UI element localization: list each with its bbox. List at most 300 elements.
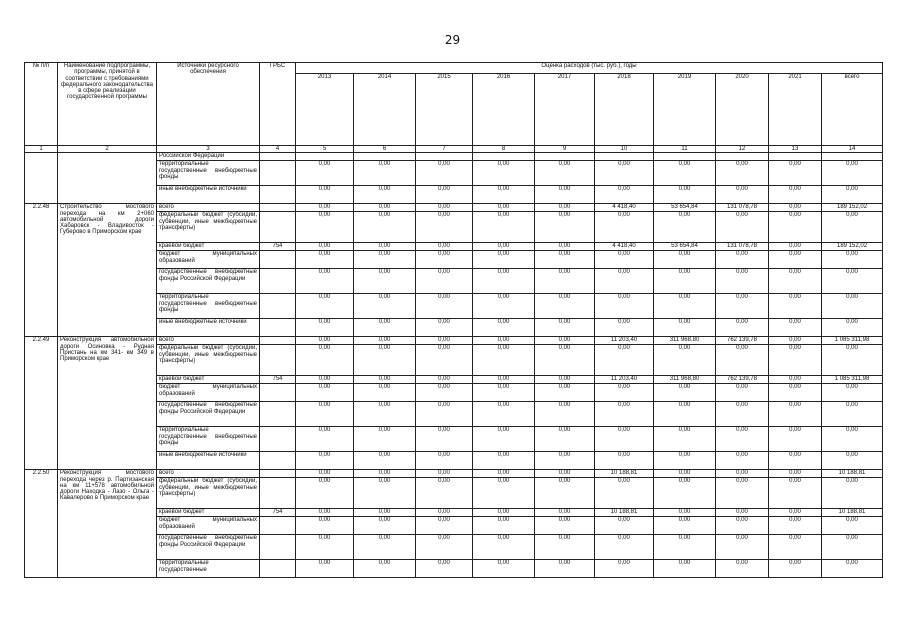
header-row-group [25, 63, 883, 74]
value-cell: 0,00 [595, 319, 654, 337]
grbs-cell [260, 452, 296, 470]
value-cell: 0,00 [822, 294, 883, 319]
value-cell: 0,00 [354, 269, 416, 294]
value-cell: 0,00 [535, 478, 595, 509]
value-cell: 0,00 [296, 212, 354, 243]
value-cell: 0,00 [769, 560, 822, 578]
grbs-cell: 754 [260, 243, 296, 251]
value-cell: 0,00 [595, 517, 654, 535]
row-program-name: Реконструкция автомобильной дороги Осиновка - Рудная Пристань на км 341- км 349 в Приморском крае [58, 337, 157, 470]
value-cell: 0,00 [416, 337, 473, 345]
source-cell: краевой бюджет [157, 243, 260, 251]
value-cell: 0,00 [416, 269, 473, 294]
value-cell: 0,00 [473, 161, 535, 186]
value-cell: 0,00 [595, 478, 654, 509]
header-year: 2015 [416, 74, 473, 146]
source-cell: бюджет муниципальных образований [157, 384, 260, 402]
value-cell: 311 968,80 [654, 376, 716, 384]
value-cell [654, 153, 716, 161]
value-cell: 0,00 [654, 212, 716, 243]
source-cell: краевой бюджет [157, 509, 260, 517]
value-cell: 0,00 [535, 509, 595, 517]
value-cell: 0,00 [473, 427, 535, 452]
value-cell: 0,00 [769, 212, 822, 243]
value-cell: 0,00 [473, 243, 535, 251]
header-year: 2018 [595, 74, 654, 146]
value-cell: 0,00 [769, 470, 822, 478]
value-cell: 0,00 [769, 376, 822, 384]
value-cell: 0,00 [296, 384, 354, 402]
value-cell: 0,00 [296, 376, 354, 384]
value-cell: 0,00 [535, 269, 595, 294]
value-cell: 0,00 [769, 186, 822, 204]
grbs-cell [260, 345, 296, 376]
value-cell: 11 203,40 [595, 337, 654, 345]
header-number: № п/п [25, 63, 58, 146]
value-cell: 0,00 [535, 384, 595, 402]
source-cell: краевой бюджет [157, 376, 260, 384]
value-cell: 0,00 [595, 402, 654, 427]
source-cell: иные внебюджетные источники [157, 319, 260, 337]
column-number: 11 [654, 146, 716, 153]
row-program-name [58, 153, 157, 204]
value-cell: 0,00 [535, 452, 595, 470]
column-number: 13 [769, 146, 822, 153]
column-number: 1 [25, 146, 58, 153]
table-row [25, 204, 883, 212]
budget-table [24, 62, 883, 578]
value-cell [716, 153, 769, 161]
header-year: 2014 [354, 74, 416, 146]
value-cell: 0,00 [535, 376, 595, 384]
value-cell: 0,00 [716, 560, 769, 578]
source-cell: всего [157, 470, 260, 478]
value-cell: 0,00 [716, 509, 769, 517]
value-cell: 0,00 [716, 294, 769, 319]
value-cell: 0,00 [822, 345, 883, 376]
value-cell: 0,00 [595, 535, 654, 560]
value-cell: 0,00 [716, 345, 769, 376]
value-cell: 0,00 [535, 243, 595, 251]
value-cell: 0,00 [654, 384, 716, 402]
header-program-name: Наименование подпрограммы, программы, принятой в соответствии с требованиями федерального законодательства в сфере реализации государственной программы [58, 63, 157, 146]
value-cell: 0,00 [716, 384, 769, 402]
value-cell: 0,00 [354, 535, 416, 560]
grbs-cell [260, 212, 296, 243]
value-cell: 0,00 [354, 186, 416, 204]
value-cell: 53 654,84 [654, 243, 716, 251]
value-cell: 0,00 [354, 517, 416, 535]
table-row [25, 470, 883, 478]
grbs-cell [260, 470, 296, 478]
value-cell: 0,00 [654, 319, 716, 337]
value-cell: 0,00 [769, 243, 822, 251]
page-number: 29 [444, 33, 461, 47]
row-number: 2.2.49 [25, 337, 58, 470]
value-cell: 0,00 [769, 269, 822, 294]
value-cell: 0,00 [769, 161, 822, 186]
grbs-cell [260, 153, 296, 161]
value-cell: 0,00 [473, 402, 535, 427]
value-cell: 0,00 [354, 402, 416, 427]
value-cell: 0,00 [595, 384, 654, 402]
value-cell: 0,00 [822, 560, 883, 578]
value-cell: 0,00 [769, 294, 822, 319]
value-cell: 0,00 [769, 427, 822, 452]
grbs-cell: 754 [260, 376, 296, 384]
source-cell: всего [157, 337, 260, 345]
value-cell [535, 153, 595, 161]
value-cell: 0,00 [473, 269, 535, 294]
value-cell: 0,00 [473, 509, 535, 517]
value-cell: 0,00 [822, 269, 883, 294]
value-cell: 0,00 [296, 243, 354, 251]
source-cell: территориальные государственные [157, 560, 260, 578]
header-year: 2020 [716, 74, 769, 146]
value-cell: 0,00 [595, 161, 654, 186]
header-year: 2017 [535, 74, 595, 146]
source-cell: государственные внебюджетные фонды Российской Федерации [157, 269, 260, 294]
value-cell: 0,00 [822, 478, 883, 509]
value-cell: 0,00 [296, 186, 354, 204]
value-cell: 0,00 [416, 470, 473, 478]
value-cell: 0,00 [654, 560, 716, 578]
source-cell: федеральный бюджет (субсидии, субвенции, иные межбюджетные трансферты) [157, 345, 260, 376]
source-cell: Российской Федерации [157, 153, 260, 161]
source-cell: территориальные государственные внебюджетные фонды [157, 161, 260, 186]
value-cell: 0,00 [654, 452, 716, 470]
value-cell: 0,00 [473, 376, 535, 384]
value-cell: 0,00 [354, 427, 416, 452]
value-cell: 10 188,81 [822, 509, 883, 517]
value-cell: 0,00 [769, 517, 822, 535]
value-cell: 0,00 [822, 161, 883, 186]
table-body [25, 63, 883, 578]
value-cell: 0,00 [354, 161, 416, 186]
value-cell: 0,00 [473, 560, 535, 578]
value-cell: 0,00 [654, 161, 716, 186]
value-cell: 0,00 [654, 478, 716, 509]
value-cell: 0,00 [535, 319, 595, 337]
value-cell: 0,00 [769, 204, 822, 212]
value-cell: 0,00 [716, 319, 769, 337]
source-cell: иные внебюджетные источники [157, 452, 260, 470]
value-cell: 0,00 [595, 212, 654, 243]
grbs-cell: 754 [260, 509, 296, 517]
value-cell: 0,00 [654, 402, 716, 427]
value-cell: 10 188,81 [822, 470, 883, 478]
value-cell: 0,00 [654, 427, 716, 452]
header-row-column-numbers [25, 146, 883, 153]
grbs-cell [260, 269, 296, 294]
value-cell: 0,00 [473, 478, 535, 509]
header-year: 2016 [473, 74, 535, 146]
source-cell: иные внебюджетные источники [157, 186, 260, 204]
value-cell: 0,00 [822, 427, 883, 452]
value-cell: 0,00 [296, 294, 354, 319]
value-cell [473, 153, 535, 161]
grbs-cell [260, 319, 296, 337]
value-cell: 10 188,81 [595, 509, 654, 517]
value-cell: 0,00 [416, 384, 473, 402]
value-cell: 11 203,40 [595, 376, 654, 384]
value-cell: 0,00 [296, 478, 354, 509]
table-row [25, 337, 883, 345]
value-cell: 0,00 [416, 427, 473, 452]
grbs-cell [260, 427, 296, 452]
value-cell: 0,00 [296, 337, 354, 345]
table-row [25, 153, 883, 161]
value-cell: 0,00 [535, 345, 595, 376]
value-cell: 0,00 [416, 376, 473, 384]
value-cell: 0,00 [473, 345, 535, 376]
source-cell: всего [157, 204, 260, 212]
column-number: 8 [473, 146, 535, 153]
value-cell: 0,00 [416, 294, 473, 319]
column-number: 9 [535, 146, 595, 153]
value-cell: 0,00 [769, 319, 822, 337]
value-cell: 0,00 [822, 535, 883, 560]
value-cell [769, 153, 822, 161]
value-cell: 0,00 [296, 204, 354, 212]
row-number: 2.2.50 [25, 470, 58, 578]
value-cell: 0,00 [354, 212, 416, 243]
value-cell: 0,00 [416, 452, 473, 470]
value-cell: 0,00 [595, 186, 654, 204]
value-cell: 0,00 [416, 251, 473, 269]
header-year: всего [822, 74, 883, 146]
value-cell: 0,00 [416, 161, 473, 186]
value-cell: 0,00 [473, 319, 535, 337]
header-sources: Источники ресурсного обеспечения [157, 63, 260, 146]
value-cell: 0,00 [354, 478, 416, 509]
value-cell: 0,00 [716, 427, 769, 452]
value-cell: 0,00 [416, 560, 473, 578]
header-cost-estimate: Оценка расходов (тыс. руб.), годы [296, 63, 883, 74]
value-cell: 0,00 [296, 470, 354, 478]
value-cell: 0,00 [535, 517, 595, 535]
value-cell: 0,00 [473, 294, 535, 319]
value-cell: 0,00 [654, 294, 716, 319]
header-grbs: ГРБС [260, 63, 296, 146]
value-cell: 0,00 [535, 294, 595, 319]
value-cell: 0,00 [769, 478, 822, 509]
value-cell: 0,00 [535, 186, 595, 204]
value-cell: 0,00 [354, 452, 416, 470]
value-cell: 0,00 [822, 402, 883, 427]
value-cell: 0,00 [416, 319, 473, 337]
column-number: 12 [716, 146, 769, 153]
value-cell: 0,00 [296, 251, 354, 269]
grbs-cell [260, 337, 296, 345]
value-cell: 0,00 [822, 517, 883, 535]
value-cell: 0,00 [354, 251, 416, 269]
value-cell: 0,00 [354, 204, 416, 212]
value-cell: 0,00 [654, 269, 716, 294]
grbs-cell [260, 384, 296, 402]
value-cell: 0,00 [354, 376, 416, 384]
value-cell: 0,00 [296, 319, 354, 337]
value-cell [296, 153, 354, 161]
grbs-cell [260, 517, 296, 535]
value-cell: 0,00 [473, 535, 535, 560]
value-cell: 0,00 [535, 204, 595, 212]
value-cell: 0,00 [769, 509, 822, 517]
value-cell: 0,00 [595, 294, 654, 319]
value-cell: 0,00 [535, 161, 595, 186]
grbs-cell [260, 251, 296, 269]
value-cell: 0,00 [473, 186, 535, 204]
value-cell: 0,00 [354, 243, 416, 251]
value-cell: 0,00 [535, 251, 595, 269]
value-cell: 0,00 [716, 478, 769, 509]
value-cell: 0,00 [473, 384, 535, 402]
value-cell: 0,00 [416, 345, 473, 376]
value-cell: 0,00 [296, 427, 354, 452]
value-cell: 0,00 [654, 535, 716, 560]
value-cell: 0,00 [416, 186, 473, 204]
value-cell: 0,00 [716, 161, 769, 186]
source-cell: государственные внебюджетные фонды Российской Федерации [157, 402, 260, 427]
value-cell: 0,00 [296, 402, 354, 427]
value-cell [595, 153, 654, 161]
value-cell: 0,00 [716, 212, 769, 243]
value-cell: 0,00 [654, 517, 716, 535]
value-cell [822, 153, 883, 161]
value-cell [416, 153, 473, 161]
value-cell: 0,00 [822, 186, 883, 204]
value-cell: 0,00 [296, 269, 354, 294]
value-cell: 0,00 [354, 319, 416, 337]
value-cell: 0,00 [296, 345, 354, 376]
value-cell: 0,00 [654, 470, 716, 478]
value-cell: 0,00 [296, 161, 354, 186]
value-cell: 311 968,80 [654, 337, 716, 345]
row-program-name: Строительство мостового перехода на км 2+060 автомобильной дороги Хабаровск - Владивосток - Губерово в Приморском крае [58, 204, 157, 337]
value-cell: 0,00 [595, 427, 654, 452]
row-number [25, 153, 58, 204]
grbs-cell [260, 478, 296, 509]
value-cell: 0,00 [535, 402, 595, 427]
value-cell: 762 139,78 [716, 337, 769, 345]
value-cell: 1 085 311,98 [822, 337, 883, 345]
value-cell: 0,00 [535, 427, 595, 452]
row-program-name: Реконструкция мостового перехода через р. Партизанская на км 11+578 автомобильной дороги Находка - Лазо - Ольга - Кавалерово в Приморском крае [58, 470, 157, 578]
value-cell: 0,00 [535, 560, 595, 578]
header-year: 2019 [654, 74, 716, 146]
value-cell: 189 152,02 [822, 204, 883, 212]
value-cell: 0,00 [595, 269, 654, 294]
value-cell: 0,00 [296, 509, 354, 517]
value-cell: 0,00 [595, 345, 654, 376]
value-cell: 0,00 [296, 517, 354, 535]
value-cell: 0,00 [473, 204, 535, 212]
value-cell: 0,00 [716, 517, 769, 535]
value-cell: 0,00 [354, 294, 416, 319]
value-cell: 0,00 [822, 384, 883, 402]
value-cell: 0,00 [354, 509, 416, 517]
value-cell: 0,00 [654, 186, 716, 204]
value-cell: 0,00 [296, 535, 354, 560]
source-cell: бюджет муниципальных образований [157, 251, 260, 269]
value-cell: 131 078,78 [716, 243, 769, 251]
value-cell: 0,00 [535, 212, 595, 243]
value-cell: 0,00 [822, 452, 883, 470]
value-cell: 0,00 [595, 560, 654, 578]
value-cell: 0,00 [473, 517, 535, 535]
grbs-cell [260, 560, 296, 578]
value-cell: 0,00 [769, 337, 822, 345]
header-year: 2021 [769, 74, 822, 146]
value-cell: 0,00 [473, 452, 535, 470]
value-cell: 0,00 [416, 204, 473, 212]
value-cell: 0,00 [473, 337, 535, 345]
column-number: 14 [822, 146, 883, 153]
value-cell: 189 152,02 [822, 243, 883, 251]
value-cell: 0,00 [716, 535, 769, 560]
source-cell: государственные внебюджетные фонды Российской Федерации [157, 535, 260, 560]
value-cell: 0,00 [473, 470, 535, 478]
source-cell: федеральный бюджет (субсидии, субвенции, иные межбюджетные трансферты) [157, 212, 260, 243]
value-cell: 0,00 [416, 535, 473, 560]
value-cell: 0,00 [716, 269, 769, 294]
grbs-cell [260, 535, 296, 560]
value-cell: 0,00 [416, 212, 473, 243]
grbs-cell [260, 186, 296, 204]
value-cell: 1 085 311,98 [822, 376, 883, 384]
row-number: 2.2.48 [25, 204, 58, 337]
value-cell: 131 078,78 [716, 204, 769, 212]
value-cell: 0,00 [416, 517, 473, 535]
value-cell: 0,00 [535, 470, 595, 478]
value-cell: 0,00 [535, 535, 595, 560]
value-cell: 0,00 [296, 560, 354, 578]
value-cell: 4 418,40 [595, 243, 654, 251]
source-cell: бюджет муниципальных образований [157, 517, 260, 535]
value-cell: 0,00 [354, 345, 416, 376]
value-cell: 0,00 [769, 251, 822, 269]
value-cell: 0,00 [654, 509, 716, 517]
value-cell: 0,00 [354, 560, 416, 578]
value-cell: 0,00 [535, 337, 595, 345]
value-cell: 4 418,40 [595, 204, 654, 212]
column-number: 7 [416, 146, 473, 153]
value-cell: 0,00 [354, 337, 416, 345]
value-cell: 0,00 [654, 251, 716, 269]
value-cell: 0,00 [296, 452, 354, 470]
value-cell: 0,00 [473, 212, 535, 243]
value-cell: 0,00 [595, 452, 654, 470]
column-number: 3 [157, 146, 260, 153]
value-cell: 0,00 [769, 384, 822, 402]
value-cell [354, 153, 416, 161]
value-cell: 0,00 [416, 478, 473, 509]
value-cell: 53 654,84 [654, 204, 716, 212]
grbs-cell [260, 161, 296, 186]
value-cell: 0,00 [354, 384, 416, 402]
value-cell: 0,00 [769, 402, 822, 427]
value-cell: 10 188,81 [595, 470, 654, 478]
value-cell: 0,00 [473, 251, 535, 269]
value-cell: 0,00 [416, 509, 473, 517]
value-cell: 0,00 [822, 212, 883, 243]
grbs-cell [260, 204, 296, 212]
value-cell: 0,00 [654, 345, 716, 376]
column-number: 6 [354, 146, 416, 153]
value-cell: 0,00 [416, 402, 473, 427]
value-cell: 0,00 [769, 452, 822, 470]
column-number: 4 [260, 146, 296, 153]
